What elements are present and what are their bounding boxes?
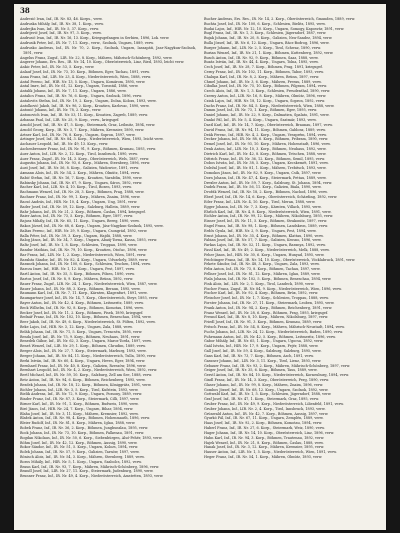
- roll-entry: Becker Josef, Inf., IR. Nr. 11, 2. Korp., Böhmen, Pisek, 1890, kriegsgef.: [20, 310, 144, 315]
- roll-entry: Axmann Alois, Inf., IR. Nr. 54, 2. Korp., Mähren, Olmütz, 1894, verw.: [20, 171, 140, 175]
- left-column: [20, 17, 196, 479]
- roll-entry: Arnold Josef, Inf., IR. Nr. 47, 5. Korp., Steiermark, Graz, Leibnitz, 1894, verw.: [20, 122, 156, 127]
- roll-entry: Berger Alois, Inf., IR. Nr. 27, 7. Korp., Steiermark, Marburg, 1893, verw.: [20, 349, 147, 354]
- roll-entry: Drexler Anton, Inf., IR. Nr. 59, 7. Korp., Salzburg, St. Johann, 1894, verw.: [204, 180, 333, 185]
- roll-entry: Bajusz Mihály, Inf., IR. Nr. 65, 11. Korp., Ungarn, Bereg, 1890, verw.: [20, 219, 140, 224]
- roll-entry: Feher János, Inf., HIR. Nr. 30, 6. Korp., Ungarn, Hunyad, 1895, verw.: [204, 252, 325, 257]
- roll-entry: Bolek Johann, Inf., IR. Nr. 57, 9. Korp., Galizien, Tarnów, 1897, verw.: [20, 450, 140, 455]
- roll-entry: Baier Anton, Inf., IR. Nr. 73, 5. Korp., Böhmen, Eger, 1897, verw.: [20, 214, 134, 219]
- roll-entry: Bachmann Wenzel, Inf., IR. Nr. 28, 3. Korp., Böhmen, Prag, 1888, verw.: [20, 190, 145, 195]
- roll-entry: David Franz, Inf., IR. Nr. 94, 11. Korp., Böhmen, Gablonz, 1889, verw.: [204, 127, 326, 132]
- roll-entry: Hager Johann, Inf., IR. Nr. 14, 10. Korp., Oberösterreich, Linz, 1896, verw.: [204, 430, 335, 435]
- roll-entry: Demel Josef, Inf., IR. Nr. 93, 10. Korp., Mähren, Hohenstadt, 1896, verw.: [204, 142, 331, 147]
- roll-entry: Gombos József, Inf., IR. Nr. 68, 12. Korp., Ungarn, Szolnok, 1892, verw.: [204, 387, 329, 392]
- roll-entry: Buzás István, Inf., IR. Nr. 44, 4. Korp., Ungarn, Tolna, 1895, verw.: [204, 60, 319, 65]
- roll-entry: Bernhard Franz, Inf., IR. Nr. 40, 8. Korp., Galizien, Rzeszów, 1896, verw.: [20, 363, 147, 368]
- roll-entry: Dietrich Karl, Inf., IR. Nr. 42, 8. Korp., Böhmen, Tetschen, 1888, verw.: [204, 151, 327, 156]
- roll-entry: Forster Johann, Inf., IR. Nr. 27, 11. Korp., Steiermark, Leoben, 1895, verw.: [204, 300, 335, 305]
- roll-entry: Gruber Johann, Inf., LIR. Nr. 2, 4. Korp., Tirol, Innsbruck, 1893, verw.: [204, 406, 326, 411]
- roll-entry: Brandl Josef, Inf., LIR. Nr. 27, 11. Korp., Steiermark, Judenburg, 1890, verw.: [20, 469, 154, 474]
- roll-entry: Eichler Anton, Inf., IR. Nr. 99, 12. Korp., Mähren, Nikolsburg, 1893, verw.: [204, 214, 334, 219]
- roll-entry: Bauer Franz, Zugsf., LIR. Nr. 24, 1. Korp., Niederösterreich, Wien, 1887, verw.: [20, 281, 158, 286]
- roll-entry: Bock Johann, Inf., IR. Nr. 73, 10. Korp., Böhmen, Falkenau, 1891, verw.: [20, 430, 145, 435]
- roll-entry: Antalics Franz, Inf., IR. Nr. 76, 6. Korp., Ungarn, Szolnok, 1896, verw.: [20, 94, 143, 98]
- roll-entry: Fink Alois, Inf., LIR. Nr. 2, 1. Korp., Tirol, Landeck, 1890, verw.: [204, 281, 315, 286]
- roll-entry: Bobek Franz, Inf., IR. Nr. 36, 2. Korp., Böhmen, Jungbunzlau, 1895, verw.: [20, 426, 149, 431]
- roll-entry: Balázs Ferenc, Inf., HIR. Nr. 29, 9. Korp., Ungarn, Csongrád, 1892, verw.: [20, 228, 148, 233]
- roll-entry: Gruber Franz, Inf., IR. Nr. 49, 9. Korp., Niederösterreich, Lilienfeld, 1891, verw.: [204, 402, 344, 406]
- roll-entry: Grünwald Anton, Inf., IR. Nr. 42, 7. Korp., Böhmen, Aussig, 1897, verw.: [204, 411, 329, 416]
- roll-entry: Antal Imre, Inf., IR. Nr. 61, 12. Korp., Ungarn, Torontál, 1886, verw.: [20, 84, 139, 89]
- roll-entry: Burian Wenzel, Inf., IR. Nr. 21, 1. Korp., Böhmen, Kuttenberg, 1892, verw.: [204, 50, 334, 55]
- roll-entry: Ankic Peter, Inf., IR. Nr. 53, 5. Korp., verw.: [20, 65, 95, 70]
- roll-entry: Bartl Anton, Inf., IR. Nr. 35, 5. Korp., Böhmen, Pilsen, 1890, verw.: [20, 272, 135, 277]
- roll-entry: Heger Franz, Inf., IR. Nr. 54, 1. Korp., Mähren, Olmütz, 1893, verw.: [204, 454, 323, 459]
- roll-entry: Berger Johann, Inf., IR. Nr. 84, 11. Korp., Niederösterreich, Tulln, 1890, verw.: [20, 353, 157, 358]
- roll-entry: Bielik Andreas, Inf., IR. Nr. 72, 9. Korp., Ungarn, Pozsony, 1889, verw.: [20, 392, 143, 397]
- roll-entry: Dvořák Wenzel, Inf., IR. Nr. 18, 2. Korp., Böhmen, Nachod, 1896, verw.: [204, 190, 328, 195]
- roll-entry: Eberl Josef, Inf., IR. Nr. 14, 6. Korp., Oberösterreich, Schärding, 1892, verw.: [204, 195, 338, 200]
- roll-entry: Augustin Johann, Inf., IR. Nr. 93, 6. Korp., Mähren, Sternberg, 1896, verw.: [20, 161, 151, 166]
- roll-entry: Cibulka Josef, Inf., IR. Nr. 75, 10. Korp., Böhmen, Pilgram, 1894, verw.: [204, 84, 327, 89]
- roll-entry: Bucher Andreas, Ers. Res., IR. Nr. 14, 2. Korp., Oberösterreich, Gmunden, 1889, verw.: [204, 17, 356, 21]
- roll-entry: Antonovich Ivan, Inf., IR. Nr. 53, 11. Korp., Kroatien, Zagreb, 1889, verw.: [20, 113, 148, 118]
- roll-entry: Arbanas Paul, Inf., LIR. Nr. 25, 9. Korp., verw., kriegsgef.: [20, 118, 120, 123]
- roll-entry: Bar Franz, Inf., LIR. Nr. 1, 2. Korp., Niederösterreich, Wien, 1891, verw.: [20, 252, 147, 257]
- roll-entry: Bartos Josef, Inf., IR. Nr. 8, 9. Korp., Mähren, Brünn, 1892, verw.: [20, 276, 134, 281]
- roll-entry: Budai Lajos, Inf., HIR. Nr. 12, 10. Korp., Ungarn, Somogy, Kaposvár, 1891, verw.: [204, 26, 345, 31]
- roll-entry: Dittrich Franz, Inf., IR. Nr. 36, 12. Korp., Böhmen, Semil, 1895, verw.: [204, 156, 325, 161]
- roll-entry: Bakos József, Inf., IR. Nr. 68, 6. Korp., Ungarn, Jász-Nagykun-Szolnok, 1895, verw.: [20, 223, 164, 228]
- roll-entry: Gabor Mihály, Inf., IR. Nr. 65, 1. Korp., Ungarn, Ugocsa, 1892, verw.: [204, 339, 324, 344]
- roll-entry: Busch Anton, Inf., IR. Nr. 92, 9. Korp., Böhmen, Saaz, 1888, verw.: [204, 55, 319, 60]
- roll-entry: Antonić Johann, Inf., IR. Nr. 78, 2. Korp., verw.: [20, 108, 102, 113]
- roll-entry: Cerny Franz, Inf., IR. Nr. 102, 11. Korp., Böhmen, Tabor, 1893, verw.: [204, 69, 324, 74]
- roll-entry: Gall Josef, Inf., IR. Nr. 59, 4. Korp., Salzburg, Salzburg, 1895, verw.: [204, 349, 322, 354]
- roll-entry: Czerny Anton, Inf., LIR. Nr. 16, 8. Korp., Mähren, Olmütz, 1896, verw.: [204, 94, 327, 98]
- roll-entry: Buchta Josef, Inf., IR. Nr. 100, 6. Korp., Schlesien, Bielitz, 1895, verw.: [204, 21, 326, 26]
- roll-entry: Antalik Johann, Inf., IR. Nr. 7, 11. Korp., Ungarn, 1886, verw.: [20, 89, 127, 94]
- roll-entry: Erdős Gyula, Inf., HIR. Nr. 2, 9. Korp., Ungarn, Pest, 1894, verw.: [204, 228, 317, 233]
- roll-entry: Egger Johann, Inf., IR. Nr. 7, 3. Korp., Kärnten, Villach, 1895, verw.: [204, 204, 322, 209]
- roll-entry: Brunner Franz, Inf., IR. Nr. 49, 4. Korp., Niederösterreich, Amstetten, 1893, verw.: [20, 474, 164, 479]
- roll-entry: Balla Péter, Inf., IR. Nr. 39, 3. Korp., Ungarn, Hajdú, 1888, verw.: [20, 233, 133, 238]
- roll-entry: Frank Anton, Inf., IR. Nr. 94, 2. Korp., Böhmen, Reichenberg, 1891, verw.: [204, 305, 333, 310]
- roll-entry: Bichler Johann, Inf., LIR. Nr. 3, 5. Korp., Tirol, Kufstein, 1893, verw.: [20, 387, 139, 392]
- roll-entry: Gaál István, Inf., HIR. Nr. 17, 9. Korp., Ungarn, Fejér, 1888, verw.: [204, 344, 319, 349]
- roll-entry: Decker Johann, Inf., IR. Nr. 88, 6. Korp., Böhmen, Pribram, 1890, verw.: [204, 137, 329, 142]
- roll-entry: Antolković Jakob, Inf., IR. Nr. 96, 2. Korp., Kroatien, Karlovac, 1890, verw.: [20, 103, 150, 108]
- roll-entry: Fekete Sándor, Inf., IR. Nr. 48, 3. Korp., Ungarn, Zala, 1893, verw.: [204, 262, 320, 267]
- roll-entry: Antalovits Stefan, Inf., IR. Nr. 19, 2. Korp., Ungarn, Dolna, Kolozs, 1893, verw.: [20, 98, 157, 103]
- roll-entry: Felix Anton, Inf., IR. Nr. 73, 8. Korp., Böhmen, Tachau, 1897, verw.: [204, 267, 321, 272]
- roll-entry: Andrejka Ivan, Inf., IR. Nr. 5, 37. Korp., verw.: [20, 26, 100, 31]
- roll-entry: Fischer Franz, Zugsf., IR. Nr. 84, 9. Korp., Niederösterreich, Wien, 1896, verw.: [204, 286, 342, 291]
- roll-entry: Bulla József, Inf., IR. Nr. 6, 12. Korp., Ungarn, Bács-Bodrog, 1896, verw.: [204, 41, 330, 46]
- roll-entry: Gindl Franz, Inf., IR. Nr. 14, 3. Korp., Oberösterreich, Perg, 1890, verw.: [204, 377, 330, 382]
- roll-entry: Bednář Franz, Inf., IR. Nr. 102, 10. Korp., Böhmen, Beneschau, 1894, verw.: [20, 315, 152, 320]
- roll-entry: Birner Karl, Inf., IR. Nr. 91, 1. Korp., Böhmen, Budweis, 1890, verw.: [20, 402, 139, 406]
- roll-entry: Bujak Johann, Inf., IR. Nr. 20, 8. Korp., Galizien, Neu-Sandez, 1894, verw.: [204, 36, 333, 41]
- roll-entry: Gerstl Anton, Inf., IR. Nr. 84, 10. Korp., Niederösterreich, Korneuburg, 1894, verw.: [204, 373, 349, 378]
- roll-entry: Chmel Johann, Inf., IR. Nr. 3, 6. Korp., Mähren, Prerau, 1889, verw.: [204, 79, 322, 84]
- roll-entry: Gans Karl, Inf., IR. Nr. 73, 7. Korp., Böhmen, Asch, 1891, verw.: [204, 353, 314, 358]
- roll-entry: Bader Josef, Inf., IR. Nr. 59, 12. Korp., Salzburg, Hallein, 1889, verw.: [20, 204, 141, 209]
- roll-entry: Fuhrmann Anton, Inf., IR. Nr. 42, 5. Korp., Böhmen, Leitmeritz, 1896, verw.: [204, 334, 336, 339]
- roll-entry: Geiger Josef, Inf., IR. Nr. 35, 6. Korp., Böhmen, Taus, 1889, verw.: [204, 368, 318, 373]
- roll-entry: Bayer Anton, Inf., IR. Nr. 42, 4. Korp., Böhmen, Leitmeritz, 1889, verw.: [20, 300, 144, 305]
- roll-entry: Gottwald Karl, Inf., IR. Nr. 1, 5. Korp., Schlesien, Jägerndorf, 1888, verw.: [204, 392, 332, 397]
- roll-entry: Gassner Johann, Inf., LIR. Nr. 3, 11. Korp., Tirol, Lienz, 1893, verw.: [204, 358, 322, 363]
- roll-entry: Burger Johann, Inf., LIR. Nr. 2, 5. Korp., Tirol, Schwaz, 1890, verw.: [204, 45, 322, 50]
- roll-entry: Andrusko Andreas, Inf., IR. Nr. 70, 2. Korp., Szolnok, Ungarn, Iaszapáti, Jasz-Nagykun-Szolnok, 1891, verw.: [20, 45, 196, 55]
- roll-entry: Dastl Karl, Inf., IR. Nr. 14, 7. Korp., Oberösterreich, Braunau, 1897, verw.: [204, 122, 333, 127]
- roll-entry: Chalupa Karl, Inf., IR. Nr. 8, 2. Korp., Mähren, Brünn, 1897, verw.: [204, 74, 320, 79]
- roll-entry: Domokos János, Inf., IR. Nr. 82, 9. Korp., Ungarn, Csík, 1897, verw.: [204, 171, 322, 175]
- page-number: 38: [20, 6, 30, 15]
- roll-entry: Bleier Rudolf, Inf., IR. Nr. 81, 8. Korp., Mähren, Iglau, 1888, verw.: [20, 421, 136, 426]
- roll-entry: Babinsky Johann, Inf., IR. Nr. 67, 9. Korp., Ungarn, Sáros, 1892, verw.: [20, 180, 143, 185]
- roll-entry: Anna Franz, Inf., LIR. Nr. 23, 4. Korp., Niederösterreich, Wien, 1888, verw.: [20, 74, 152, 79]
- roll-entry: Arnold Georg, Korp., IR. Nr. 3, 7. Korp., Mähren, Kremsier, 1890, verw.: [20, 127, 145, 132]
- roll-entry: Artner Karl, Inf., IR. Nr. 76, 8. Korp., Ungarn, Sopron, 1897, verw.: [20, 132, 136, 137]
- roll-entry: Blaha Josef, Inf., IR. Nr. 3, 11. Korp., Mähren, Kremsier, 1892, verw.: [20, 411, 139, 416]
- roll-entry: Fuchs Johann, Inf., LIR. Nr. 24, 12. Korp., Niederösterreich, Baden, 1890, verw.: [204, 329, 343, 334]
- roll-entry: Binder Franz, Inf., IR. Nr. 87, 3. Korp., Steiermark, Cilli, 1897, verw.: [20, 397, 140, 402]
- roll-entry: Hanak Josef, Inf., IR. Nr. 3, 12. Korp., Mähren, Kremsier, 1895, verw.: [204, 445, 325, 450]
- roll-entry: Bacsó András, Inf., HIR. Nr. 10, 4. Korp., Ungarn, Ung, 1891, verw.: [20, 199, 138, 204]
- roll-entry: Aust Josef, Inf., IR. Nr. 56, 8. Korp., Galizien, Wadowice, 1891, verw.: [20, 166, 139, 171]
- roll-entry: Deák Ferenc, Inf., HIR. Nr. 4, 2. Korp., Ungarn, Veszprém, 1894, verw.: [204, 132, 327, 137]
- roll-entry: Bertl Michael, Inf., IR. Nr. 59, 10. Korp., Salzburg, Zell am See, 1888, verw.: [20, 373, 152, 378]
- roll-entry: Bogdan Nikolaus, Inf., IR. Nr. 50, 6. Korp., Siebenbürgen, Alsó-Fehér, 1893, verw.: [20, 435, 163, 440]
- roll-entry: Czech Alois, Inf., IR. Nr. 1, 3. Korp., Schlesien, Freudenthal, 1890, verw.: [204, 89, 331, 94]
- roll-entry: Denk Anton, Inf., LIR. Nr. 10, 3. Korp., Böhmen, Neuhaus, 1892, verw.: [204, 146, 327, 151]
- ledger-page: [14, 4, 386, 530]
- roll-entry: Balog János, Inf., IR. Nr. 34, 7. Korp., Ungarn, Abaúj-Torna, Kassa, 1893, verw.: [20, 238, 158, 243]
- roll-entry: Engel Franz, Inf., IR. Nr. 98, 1. Korp., Böhmen, Landskron, 1889, verw.: [204, 223, 329, 228]
- roll-entry: Fritsch Franz, Inf., IR. Nr. 54, 8. Korp., Mähren, Mährisch-Neustadt, 1894, verw.: [204, 325, 345, 329]
- roll-entry: Boros Mihály, Inf., HIR. Nr. 5, 1. Korp., Ungarn, Szabolcs, 1892, verw.: [20, 459, 142, 464]
- roll-entry: Glaser Johann, Inf., IR. Nr. 99, 8. Korp., Mähren, Znaim, 1896, verw.: [204, 382, 324, 387]
- roll-entry: Bezdek Johann, Inf., IR. Nr. 18, 12. Korp., Böhmen, Königgrätz, 1891, verw.: [20, 382, 152, 387]
- roll-entry: Andrusik Peter, Inf., IR. Nr. 7, 11. Korp., verw., Szolnok, Ungarn, 1889, verw.: [20, 41, 154, 46]
- roll-entry: Dankó Pál, Inf., IR. Nr. 5, 4. Korp., Ungarn, Szatmár, 1893, verw.: [204, 118, 317, 123]
- roll-entry: Bacher Karl, Inf., LIR. Nr. 4, 10. Korp., Tirol, Bozen, 1893, verw.: [20, 185, 132, 190]
- roll-entry: Andrijević Josef, Inf., IR. Nr. 97, 3. Korp., verw.: [20, 31, 102, 36]
- roll-entry: Bachner Franz, Inf., IR. Nr. 99, 1. Korp., Mähren, Znaim, 1896, verw.: [20, 195, 141, 200]
- roll-entry: Bahr Johann, Inf., IR. Nr. 21, 2. Korp., Böhmen, Časlau, 1894, kriegsgef.: [20, 209, 146, 214]
- roll-entry: Bandur Mathias, Inf., IR. Nr. 79, 10. Korp., Kroatien, Otočac, 1896, verw.: [20, 248, 148, 252]
- roll-entry: Andrusić Ivan, Inf., IR. Nr. 16, 13. Korp., Kriegsgefangen in Serbien, 1896, Lok. verw.: [20, 36, 170, 41]
- roll-entry: Bönisch Alois, Inf., IR. Nr. 54, 3. Korp., Mähren, Sternberg, 1889, verw.: [20, 454, 145, 459]
- roll-entry: Gyurkó Pál, Inf., IR. Nr. 67, 11. Korp., Ungarn, Zemplén, 1889, verw.: [204, 416, 324, 421]
- roll-entry: Eder Franz, Inf., LIR. Nr. 4, 10. Korp., Tirol, Meran, 1888, verw.: [204, 199, 316, 204]
- roll-entry: Bokor Sándor, Inf., IR. Nr. 51, 5. Korp., Ungarn, Kolozs, 1894, verw.: [20, 445, 139, 450]
- roll-entry: Eisner Josef, Inf., IR. Nr. 11, 5. Korp., Böhmen, Strakonitz, 1897, verw.: [204, 219, 328, 224]
- roll-entry: Fischer Karl, Inf., IR. Nr. 92, 4. Korp., Böhmen, Brüx, 1892, verw.: [204, 291, 319, 296]
- roll-entry: Baltz Josef, Inf., IR. Nr. 1, 8. Korp., Schlesien, Troppau, 1890, verw.: [20, 243, 138, 248]
- roll-entry: Dudek Franz, Inf., IR. Nr. 56, 11. Korp., Galizien, Biala, 1890, verw.: [204, 185, 322, 190]
- roll-entry: Andrezić Ivan, Inf., IR. Nr. 83, 46. Korps., verw.: [20, 17, 103, 21]
- roll-entry: Gebauer Franz, Inf., IR. Nr. 93, 2. Korp., Mähren, Mährisch-Schönberg, 1897, verw.: [204, 363, 351, 368]
- roll-entry: Bauer Johann, Inf., IR. Nr. 88, 3. Korp., Böhmen, Beraun, 1895, verw.: [20, 286, 141, 291]
- roll-entry: Hahn Karl, Inf., IR. Nr. 94, 3. Korp., Böhmen, Trautenau, 1892, verw.: [204, 435, 325, 440]
- roll-entry: Fleischer Josef, Inf., IR. Nr. 1, 7. Korp., Schlesien, Troppau, 1888, verw.: [204, 296, 329, 301]
- roll-entry: Baranek Johann, Inf., IR. Nr. 100, 6. Korp., Schlesien, Teschen, 1894, verw.: [20, 262, 151, 267]
- roll-entry: Aschauer Leopold, Inf., IR. Nr. 49, 13. Korp., verw.: [20, 142, 109, 147]
- roll-entry: Fabian Josef, Inf., IR. Nr. 57, 7. Korp., Galizien, Krosno, 1896, verw.: [204, 238, 322, 243]
- roll-entry: Friedl Josef, Inf., IR. Nr. 91, 3. Korp., Böhmen, Krumau, 1889, verw.: [204, 320, 323, 325]
- roll-entry: Aschenbrenner Franz, Inf., IR. Nr. 91, 9. Korp., Böhmen, Krumau, 1893, verw.: [20, 146, 156, 151]
- roll-entry: Haberl Franz, Inf., IR. Nr. 27, 6. Korp., Steiermark, Weiz, 1890, verw.: [204, 426, 325, 431]
- roll-entry: Doležal Josef, Inf., IR. Nr. 81, 1. Korp., Mähren, Trebitsch, 1893, verw.: [204, 166, 327, 171]
- roll-entry: Böhm Josef, Inf., IR. Nr. 42, 12. Korp., Böhmen, Aussig, 1890, verw.: [20, 440, 138, 445]
- roll-entry: Beke Lajos, Inf., HIR. Nr. 3, 12. Korp., Ungarn, Zala, 1888, verw.: [20, 325, 133, 329]
- roll-entry: Angelus Franz, Zugsf., LIR. Nr. 22, 8. Korp., Mähren, Mährisch-Schönberg, 1892, verw.: [20, 55, 173, 60]
- roll-entry: Daniel Johann, Inf., IR. Nr. 22, 9. Korp., Dalmatien, Spalato, 1891, verw.: [204, 113, 330, 118]
- roll-entry: Andruska Mihály, Inf., IR. Nr. 38, 1. Korp., verw.: [20, 21, 104, 26]
- roll-entry: Auer Anton, Inf., LIR. Nr. 2, 12. Korp., Tirol, Innsbruck, 1890, verw.: [20, 151, 138, 156]
- roll-entry: Dachs Franz, Inf., IR. Nr. 84, 5. Korp., Niederösterreich, Wien, 1888, verw.: [204, 103, 335, 108]
- roll-entry: Dorn Johann, Inf., IR. Nr. 47, 4. Korp., Steiermark, Pettau, 1889, verw.: [204, 175, 327, 180]
- roll-entry: Barcza Imre, Inf., HIR. Nr. 1, 12. Korp., Ungarn, Pest, 1897, verw.: [20, 267, 135, 272]
- roll-entry: Beneš Wenzel, Inf., LIR. Nr. 29, 1. Korp., Böhmen, Chrudim, 1889, verw.: [20, 344, 146, 349]
- roll-entry: Ernst Johann, Inf., IR. Nr. 35, 4. Korp., Böhmen, Klattau, 1890, verw.: [204, 233, 324, 238]
- roll-entry: Anlauf Josef, Inf., IR. Nr. 73, 10. Korp., Böhmen, Eger, Tachau, 1891, verw.: [20, 69, 150, 74]
- roll-entry: Auer Franz, Zugsf., IR. Nr. 14, 3. Korp., Oberösterreich, Wels, 1887, verw.: [20, 156, 150, 161]
- roll-entry: Belák Johann, Inf., IR. Nr. 71, 5. Korp., Ungarn, Trencsén, 1895, verw.: [20, 329, 143, 334]
- roll-entry: Beck Wilhelm, Inf., IR. Nr. 92, 8. Korp., Böhmen, Komotau, 1896, verw.: [20, 305, 144, 310]
- roll-entry: Babić Stefan, Inf., IR. Nr. 16, 7. Korp., Kroatien, Varaždin, 1890, verw.: [20, 175, 143, 180]
- roll-entry: Artinger Josef, Inf., IR. Nr. 84, 3. Korp., Niederösterreich, Wien, 1895, leicht verw.: [20, 137, 164, 142]
- roll-entry: Ehrlich Karl, Inf., IR. Nr. 4, 8. Korp., Niederösterreich, Wien, 1891, verw.: [204, 209, 332, 214]
- roll-entry: Cech Josef, Inf., IR. Nr. 28, 7. Korp., Böhmen, Prag, 1891, kriegsgef.: [204, 65, 323, 70]
- roll-entry: Baumgartner Josef, Inf., IR. Nr. 14, 7. Korp., Oberösterreich, Steyr, 1893, verw.: [20, 296, 159, 301]
- right-column: [204, 17, 380, 460]
- roll-entry: Damm Josef, Inf., IR. Nr. 73, 1. Korp., Böhmen, Eger, 1895, verw.: [204, 108, 318, 113]
- roll-entry: Bernhart Leopold, Inf., IR. Nr. 4, 2. Korp., Niederösterreich, Wien, 1892, verw.: [20, 368, 158, 373]
- roll-entry: Feichtinger Franz, Inf., IR. Nr. 14, 10. Korp., Oberösterreich, Vöcklabruck, 1891, verw.: [204, 257, 356, 262]
- roll-entry: Beer Jakob, Inf., IR. Nr. 49, 6. Korp., Niederösterreich, St. Pölten, 1892, verw.: [20, 320, 156, 325]
- roll-entry: Baumann Karl, Inf., IR. Nr. 7, 11. Korp., Kärnten, Klagenfurt, 1891, verw.: [20, 291, 148, 296]
- roll-entry: Braun Karl, Inf., IR. Nr. 93, 7. Korp., Mähren, Mährisch-Schönberg, 1896, verw.: [20, 464, 160, 469]
- roll-entry: Farkas Lajos, Inf., IR. Nr. 52, 11. Korp., Ungarn, Baranya, 1892, verw.: [204, 243, 326, 248]
- roll-entry: Czink Lajos, Inf., HIR. Nr. 18, 12. Korp., Ungarn, Sopron, 1892, verw.: [204, 98, 326, 103]
- roll-entry: Bugl Franz, Inf., IR. Nr. 1, 3. Korp., Schlesien, Jägerndorf, 1887, verw.: [204, 31, 327, 36]
- roll-entry: Berki István, Inf., IR. Nr. 60, 4. Korp., Ungarn, Heves, Eger, 1894, verw.: [20, 358, 146, 363]
- roll-entry: Hauser Anton, Inf., LIR. Nr. 1, 5. Korp., Niederösterreich, Wien, 1891, verw.: [204, 450, 337, 455]
- roll-entry: Blažek Anton, Inf., IR. Nr. 98, 4. Korp., Böhmen, Hohenmauth, 1896, verw.: [20, 416, 150, 421]
- roll-entry: Biró János, Inf., HIR. Nr. 24, 7. Korp., Ungarn, Bihar, 1894, verw.: [20, 406, 134, 411]
- roll-entry: Benda Josef, Inf., IR. Nr. 75, 9. Korp., Böhmen, Neuhaus, 1891, verw.: [20, 334, 141, 339]
- roll-entry: Franz Wenzel, Inf., IR. Nr. 28, 6. Korp., Böhmen, Prag, 1893, kriegsgef.: [204, 310, 329, 315]
- roll-entry: Fellner Josef, Inf., IR. Nr. 81, 12. Korp., Mähren, Iglau, 1889, verw.: [204, 272, 321, 277]
- roll-entry: Angerer Johann, Ers. Res., IR. Nr. 14, 10. Korp., Oberösterreich, Linz, Ried, 1893, leicht verw.: [20, 60, 185, 65]
- roll-entry: Fassl Karl, Inf., IR. Nr. 49, 2. Korp., Niederösterreich, Melk, 1888, verw.: [204, 248, 330, 252]
- roll-entry: Benedek Gábor, Inf., IR. Nr. 62, 3. Korp., Ungarn, Maros-Torda, 1897, verw.: [20, 339, 152, 344]
- roll-entry: Fiala Johann, Inf., IR. Nr. 102, 5. Korp., Böhmen, Beneschau, 1894, verw.: [204, 276, 332, 281]
- roll-entry: Haas Josef, Inf., IR. Nr. 92, 2. Korp., Böhmen, Komotau, 1894, verw.: [204, 421, 323, 426]
- roll-entry: Antal Ferenc, Inf., HIR. Nr. 13, 5. Korp., Ungarn, Komárom, 1895, verw.: [20, 79, 146, 84]
- roll-entry: Betz Anton, Inf., IR. Nr. 94, 6. Korp., Böhmen, Reichenberg, 1895, verw.: [20, 377, 146, 382]
- roll-entry: Hajek Wenzel, Inf., IR. Nr. 21, 8. Korp., Böhmen, Časlau, 1888, verw.: [204, 440, 324, 445]
- roll-entry: Dobos István, Inf., IR. Nr. 38, 5. Korp., Ungarn, Kecskemét, 1891, verw.: [204, 161, 329, 166]
- roll-entry: Freund Karl, Inf., IR. Nr. 8, 10. Korp., Mähren, Nikolsburg, 1897, verw.: [204, 315, 329, 320]
- roll-entry: Barabás Sándor, Inf., IR. Nr. 82, 4. Korp., Ungarn, Udvarhely, 1889, verw.: [20, 257, 149, 262]
- roll-entry: Graf Josef, Inf., IR. Nr. 47, 1. Korp., Steiermark, Graz, 1895, verw.: [204, 397, 319, 402]
